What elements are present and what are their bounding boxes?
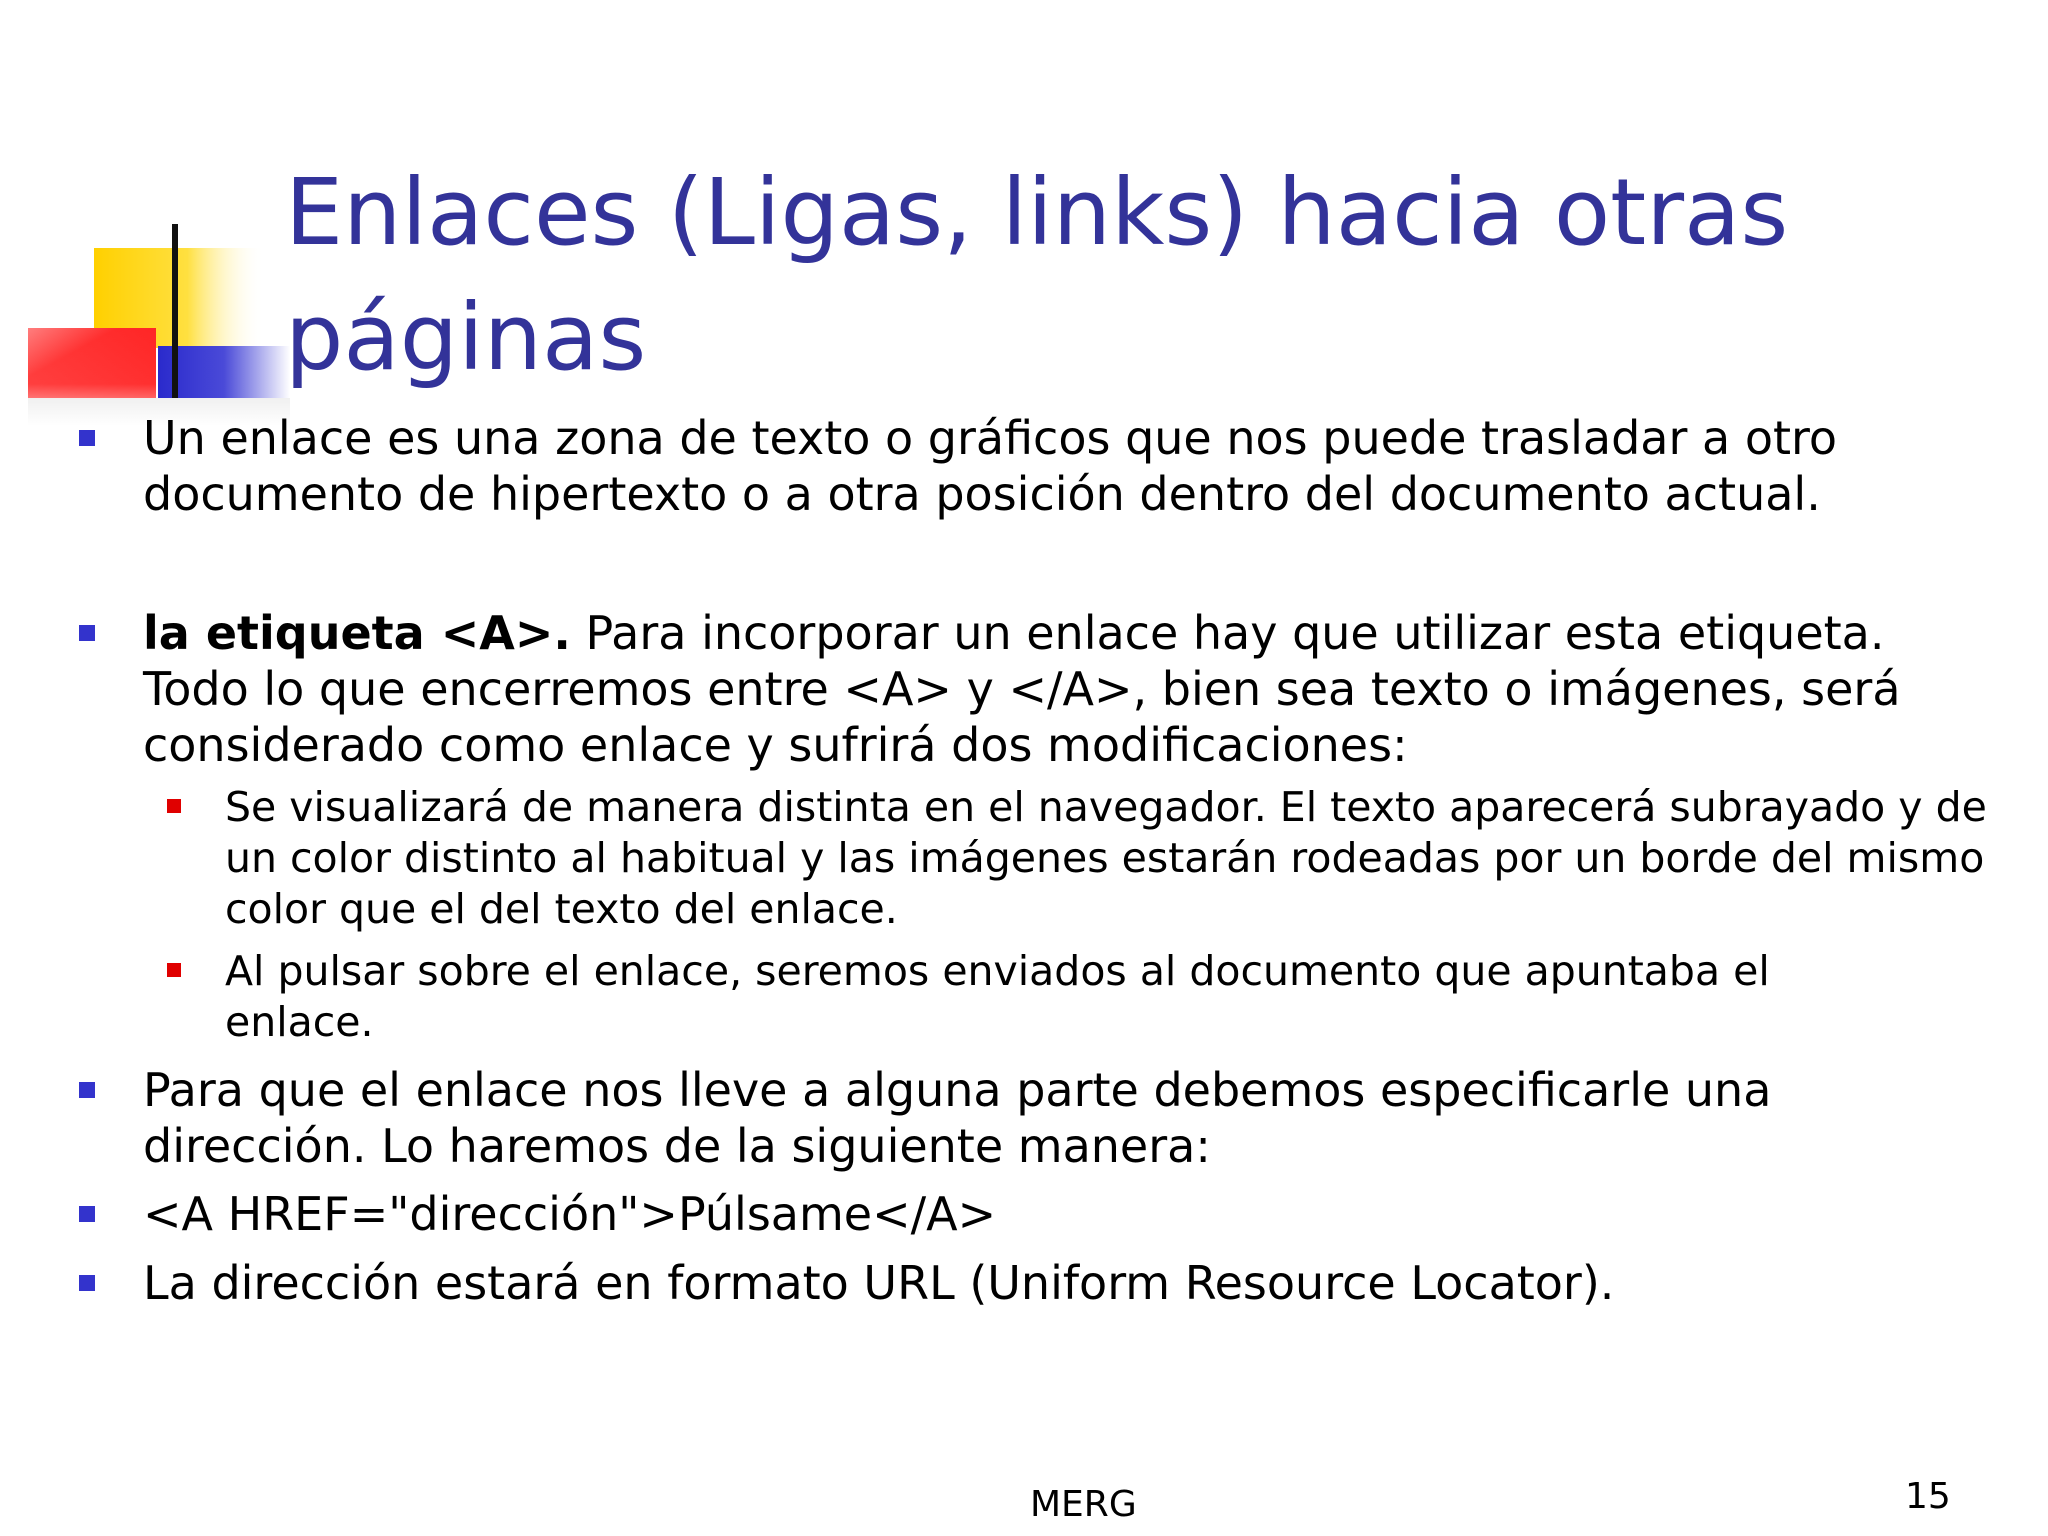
bullet-item — [143, 1062, 1903, 1174]
bullet-text: Para que el enlace nos lleve a alguna parte debemos especificarle una dirección. Lo haremos de la siguiente manera: — [143, 1063, 1772, 1173]
corner-decoration — [0, 0, 300, 440]
square-bullet-icon — [79, 430, 95, 446]
sub-bullet-item — [225, 946, 1865, 1048]
sub-bullet-item — [225, 782, 2015, 935]
etiqueta-heading: la etiqueta <A>. — [143, 606, 571, 660]
bullet-item — [143, 1255, 1943, 1311]
slide-title: Enlaces (Ligas, links) hacia otras páginas — [285, 159, 1789, 391]
square-bullet-icon — [79, 1082, 95, 1098]
bullet-text: Un enlace es una zona de texto o gráficos que nos puede trasladar a otro documento de hipertexto o a otra posición dentro del documento actual. — [143, 411, 1838, 521]
sub-bullet-text: Se visualizará de manera distinta en el navegador. El texto aparecerá subrayado y de un color distinto al habitual y las imágenes estarán rodeadas por un borde del mismo color que el del texto del enlace. — [225, 783, 1987, 933]
sub-bullet-text: Al pulsar sobre el enlace, seremos enviados al documento que apuntaba el enlace. — [225, 947, 1770, 1046]
bullet-item — [143, 410, 1943, 522]
square-bullet-icon — [167, 799, 181, 813]
bullet-text: La dirección estará en formato URL (Uniform Resource Locator). — [143, 1256, 1615, 1310]
square-bullet-icon — [79, 1275, 95, 1291]
bullet-text: <A HREF="dirección">Púlsame</A> — [143, 1187, 997, 1241]
footer-author: MERG — [1030, 1484, 1137, 1525]
page-number: 15 — [1905, 1476, 1951, 1517]
square-bullet-icon — [79, 1206, 95, 1222]
square-bullet-icon — [167, 963, 181, 977]
square-bullet-icon — [79, 625, 95, 641]
bullet-item — [143, 605, 1943, 773]
bullet-text: Para incorporar un enlace hay que utilizar esta etiqueta. Todo lo que encerremos entre <A> y </A>, bien sea texto o imágenes, será considerado como enlace y sufrirá dos modificaciones: — [143, 606, 1901, 772]
bullet-item — [143, 1186, 1943, 1242]
